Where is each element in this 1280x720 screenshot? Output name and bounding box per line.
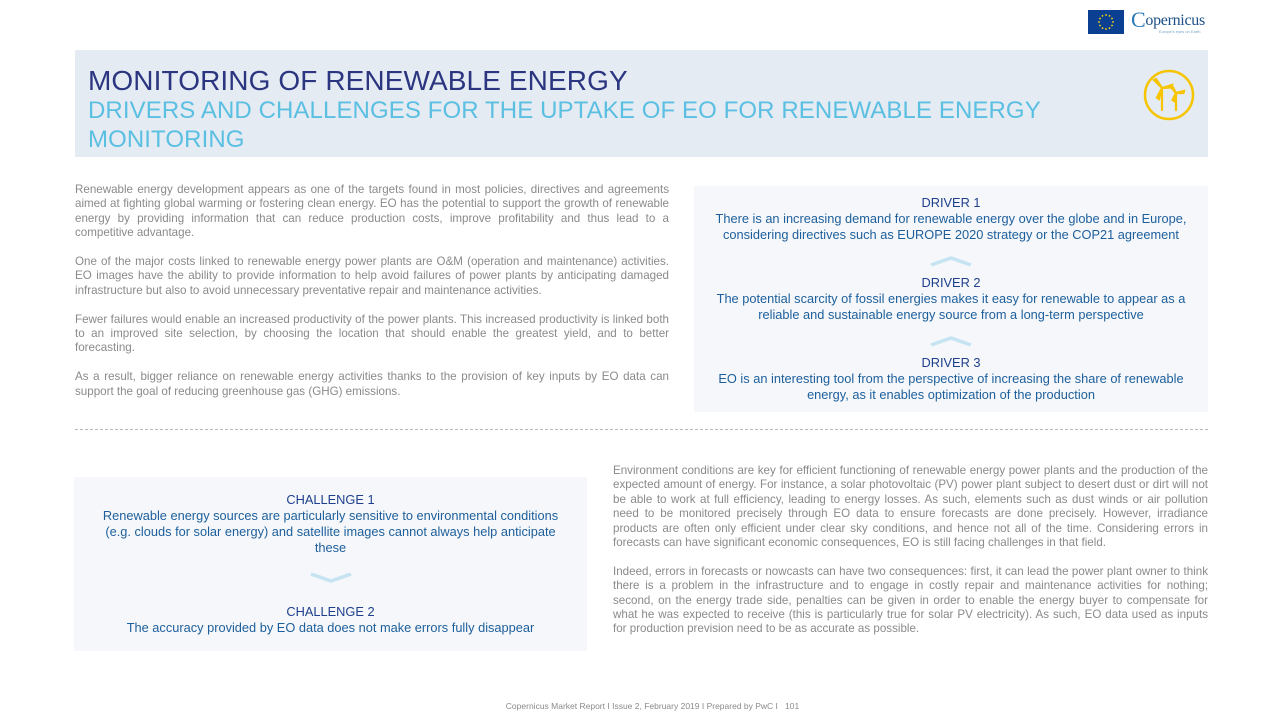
driver-text: There is an increasing demand for renewable energy over the globe and in Europe, considering directives such as EUROPE 2020 strategy or the COP21 agreement bbox=[715, 211, 1187, 242]
wind-turbine-icon bbox=[1143, 69, 1195, 121]
chevron-down-icon bbox=[309, 573, 353, 583]
intro-paragraph: One of the major costs linked to renewable energy power plants are O&M (operation and maintenance) activities. EO images have the ability to provide information to help avoid failures of power plants by anticipating damaged infrastructure but also to avoid unnecessary preventative repair and maintenance activities. bbox=[75, 255, 669, 297]
intro-text bbox=[75, 183, 669, 413]
challenge-2 bbox=[74, 604, 587, 636]
challenge-text: The accuracy provided by EO data does not make errors fully disappear bbox=[126, 620, 535, 635]
page-header bbox=[75, 50, 1208, 157]
challenge-text: Renewable energy sources are particularly sensitive to environmental conditions (e.g. clouds for solar energy) and satellite images cannot always help anticipate these bbox=[102, 508, 559, 555]
driver-label: DRIVER 2 bbox=[921, 275, 981, 290]
challenges-paragraph: Indeed, errors in forecasts or nowcasts can have two consequences: first, it can lead the power plant owner to think there is a problem in the infrastructure and to engage in costly repair and maintenance activities for nothing; second, on the energy trade side, penalties can be given in order to enable the energy buyer to compensate for what he was expected to receive (this is particularly true for solar PV electricity). As such, EO data used as inputs for production prevision need to be as accurate as possible. bbox=[613, 564, 1208, 636]
page-number: 101 bbox=[785, 701, 800, 711]
challenge-label: CHALLENGE 2 bbox=[286, 604, 375, 619]
challenges-paragraph: Environment conditions are key for efficient functioning of renewable energy power plants and the production of the expected amount of energy. For instance, a solar photovoltaic (PV) power plant subject to desert dust or dirt will not be able to work at full efficiency, leading to energy losses. As such, elements such as dust winds or air pollution need to be monitored precisely through EO data to ensure forecasts are done precisely. However, irradiance products are often only efficient under clear sky conditions, and hence not all of the time. Considering errors in forecasts can have significant economic consequences, EO is still facing challenges in that field. bbox=[613, 464, 1208, 550]
page-footer bbox=[0, 701, 1280, 711]
intro-paragraph: Fewer failures would enable an increased productivity of the power plants. This increased productivity is linked both to an improved site selection, by choosing the location that should enable the greatest yield, and to better forecasting. bbox=[75, 312, 669, 355]
driver-label: DRIVER 3 bbox=[921, 355, 981, 370]
challenges-text bbox=[613, 464, 1208, 651]
intro-paragraph: As a result, bigger reliance on renewable energy activities thanks to the provision of key inputs by EO data can support the goal of reducing greenhouse gas (GHG) emissions. bbox=[75, 370, 669, 398]
copernicus-tagline: Europe's eyes on Earth bbox=[1159, 29, 1201, 34]
driver-2 bbox=[694, 275, 1208, 323]
challenge-label: CHALLENGE 1 bbox=[286, 492, 375, 507]
driver-text: EO is an interesting tool from the perspective of increasing the share of renewable energy, as it enables optimization of the production bbox=[718, 371, 1184, 402]
driver-1 bbox=[694, 195, 1208, 243]
logo-bar bbox=[1088, 9, 1205, 34]
driver-text: The potential scarcity of fossil energies makes it easy for renewable to appear as a reliable and sustainable energy source from a long-term perspective bbox=[716, 291, 1186, 322]
driver-label: DRIVER 1 bbox=[921, 195, 981, 210]
page-title: MONITORING OF RENEWABLE ENERGY bbox=[88, 65, 628, 96]
footer-text: Copernicus Market Report I Issue 2, February 2019 I Prepared by PwC I bbox=[505, 701, 778, 711]
challenge-1 bbox=[74, 492, 587, 556]
driver-3 bbox=[694, 355, 1208, 403]
section-divider bbox=[75, 429, 1208, 430]
challenges-panel bbox=[74, 477, 587, 651]
drivers-panel bbox=[694, 186, 1208, 412]
intro-paragraph: Renewable energy development appears as one of the targets found in most policies, directives and agreements aimed at fighting global warming or fostering clean energy. EO has the potential to support the growth of renewable energy by providing information that can reduce production costs, improve profitability and thus lead to a competitive advantage. bbox=[75, 183, 669, 240]
page-subtitle: DRIVERS AND CHALLENGES FOR THE UPTAKE OF EO FOR RENEWABLE ENERGY MONITORING bbox=[88, 97, 1041, 153]
chevron-up-icon bbox=[929, 256, 973, 266]
chevron-up-icon bbox=[929, 336, 973, 346]
copernicus-logo bbox=[1131, 9, 1205, 34]
eu-flag-icon bbox=[1088, 10, 1124, 34]
copernicus-wordmark: Copernicus bbox=[1131, 7, 1205, 32]
